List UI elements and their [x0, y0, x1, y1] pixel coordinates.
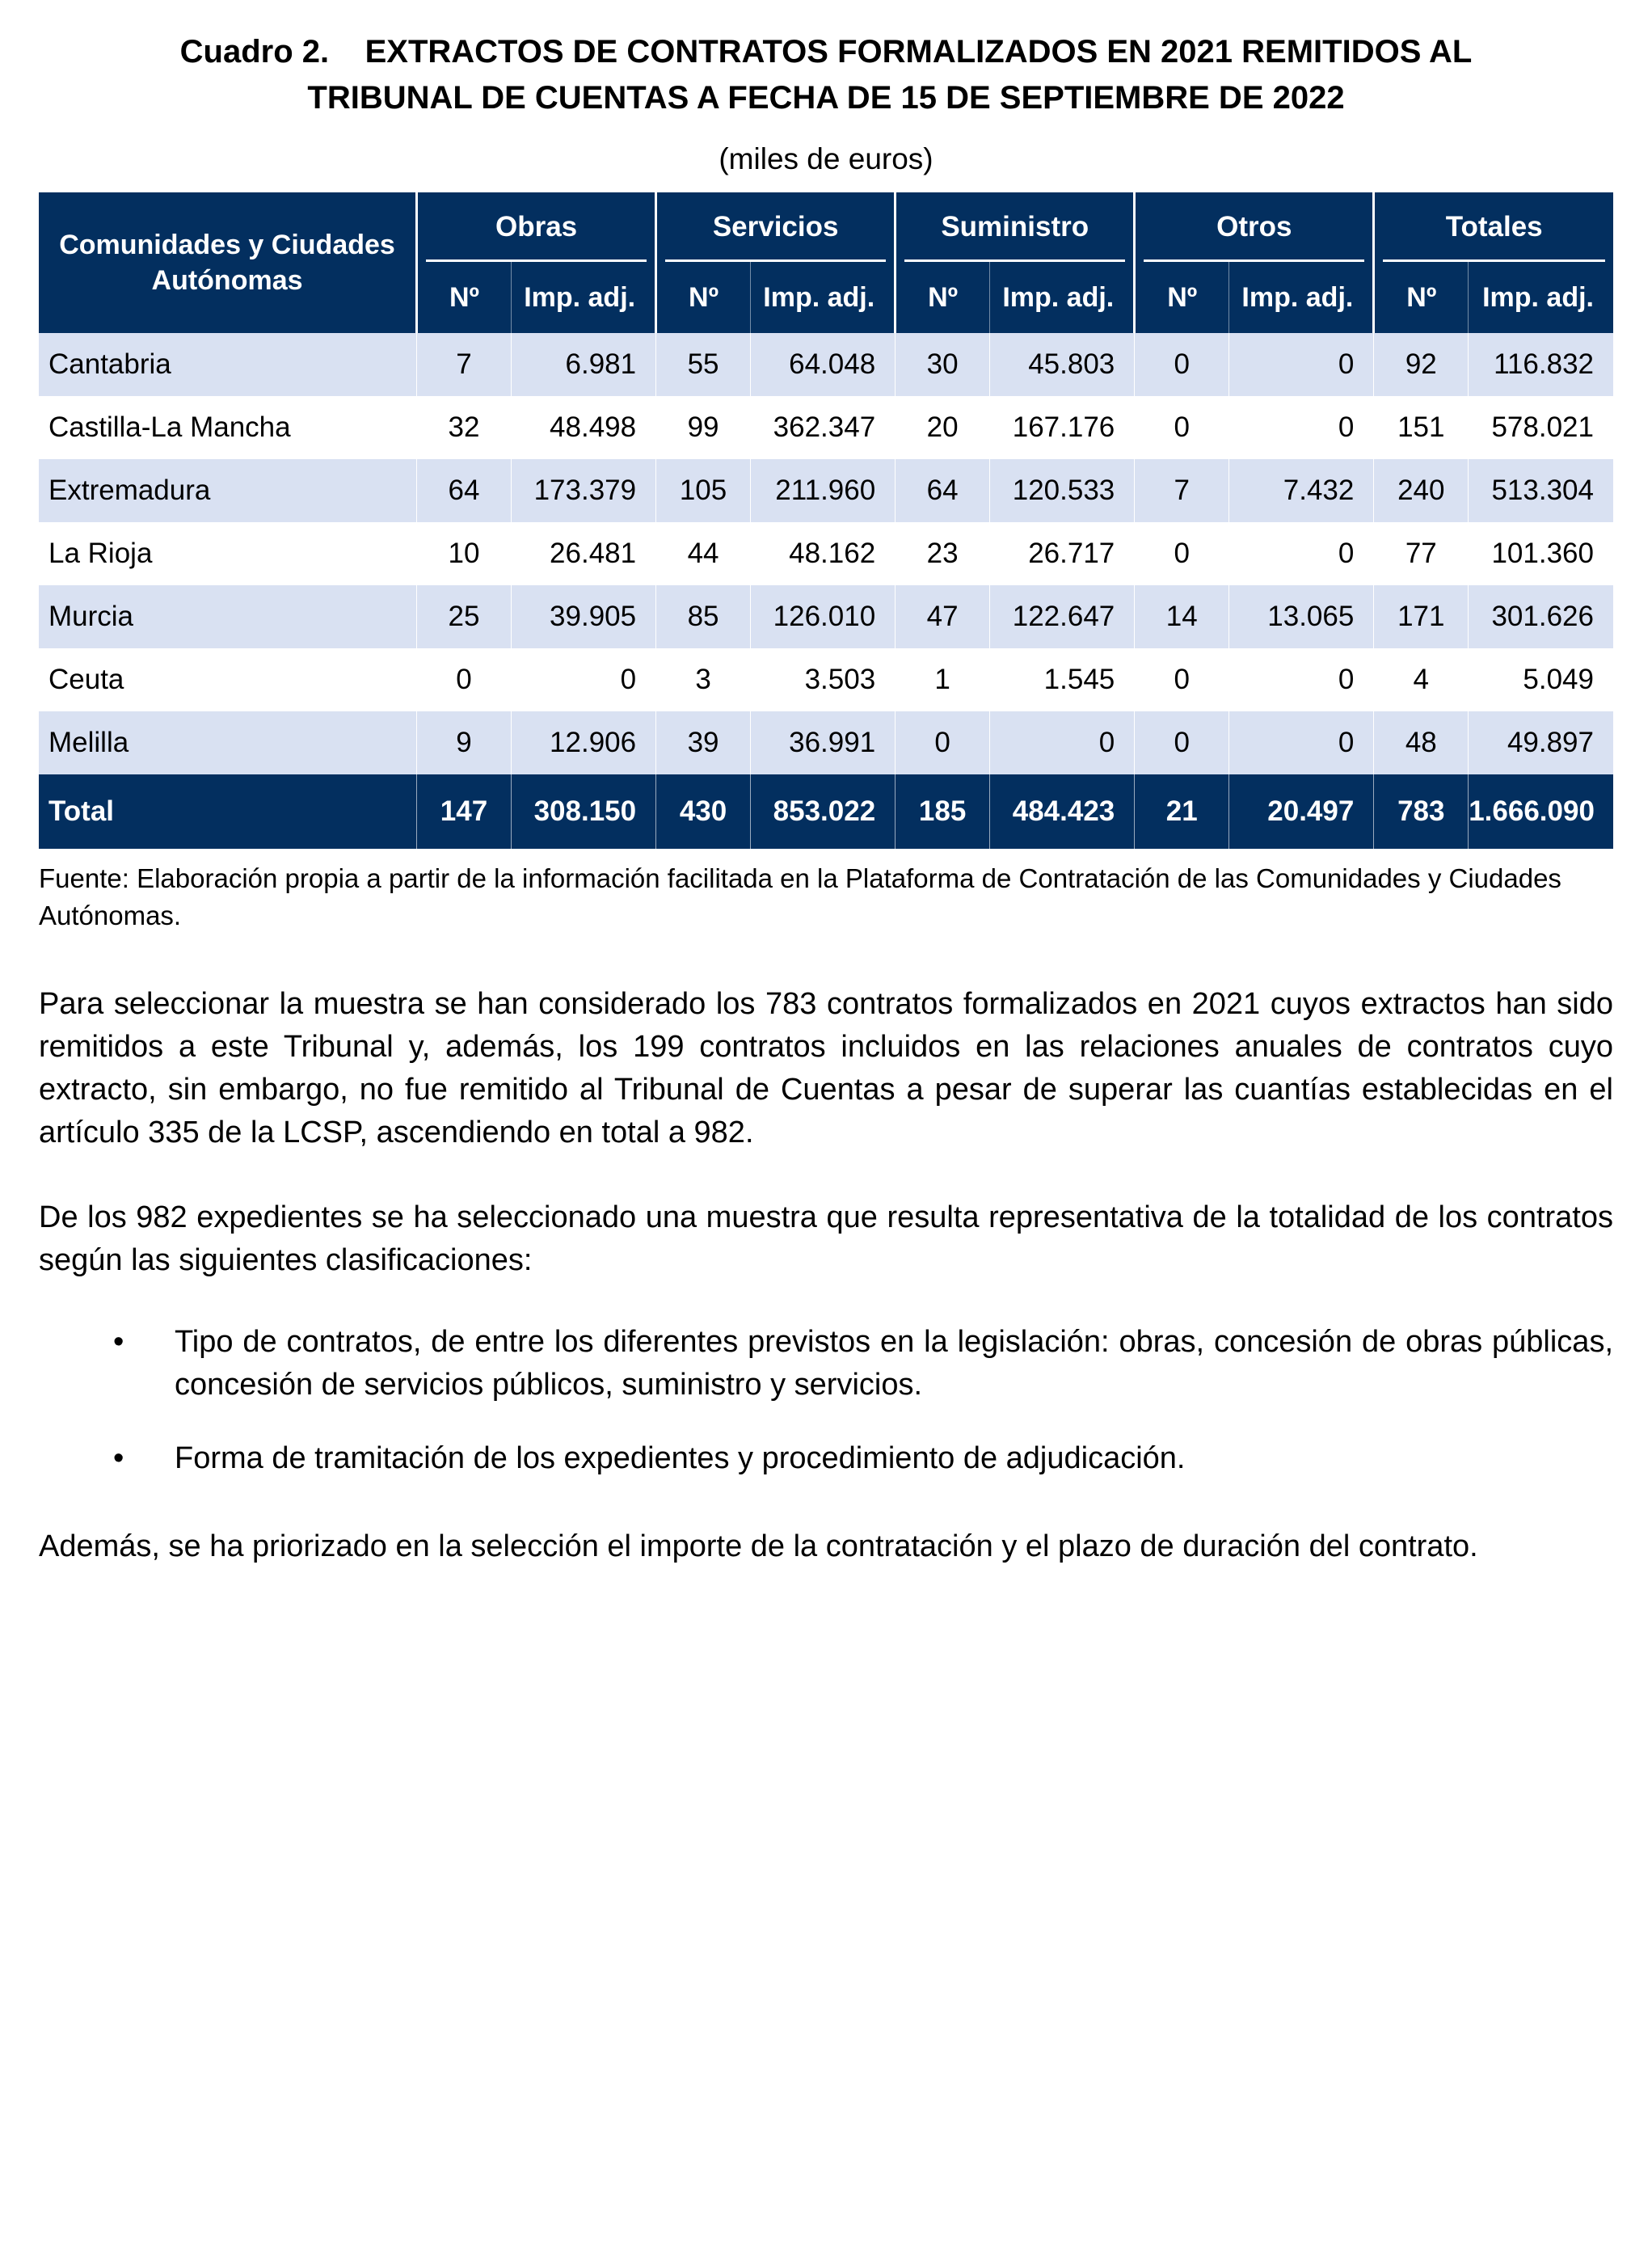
value-cell: 211.960 — [750, 459, 895, 522]
total-value-cell: 484.423 — [990, 774, 1135, 849]
list-item: • Tipo de contratos, de entre los diferentes previstos en la legislación: obras, concesión de obras públicas, concesión de servicios públicos, suministro y servicios. — [175, 1321, 1613, 1407]
total-row — [39, 774, 1613, 849]
row-name-cell: Ceuta — [48, 664, 124, 695]
sub-header-n: Nº — [1374, 262, 1469, 333]
corner-header-cell: Comunidades y Ciudades Autónomas — [39, 192, 417, 333]
value-cell: 151 — [1374, 396, 1469, 459]
value-cell: 0 — [896, 711, 990, 774]
row-name-cell: Cantabria — [48, 348, 171, 380]
row-name-cell: Murcia — [48, 601, 134, 632]
value-cell: 47 — [896, 585, 990, 648]
value-cell: 64 — [417, 459, 512, 522]
contracts-table — [39, 192, 1613, 849]
value-cell: 0 — [1135, 333, 1229, 396]
value-cell: 0 — [1229, 333, 1374, 396]
value-cell: 64 — [896, 459, 990, 522]
value-cell: 171 — [1374, 585, 1469, 648]
total-value-cell: 783 — [1374, 774, 1469, 849]
value-cell: 105 — [656, 459, 751, 522]
value-cell: 126.010 — [750, 585, 895, 648]
value-cell: 30 — [896, 333, 990, 396]
row-name-cell: Extremadura — [48, 475, 211, 506]
value-cell: 5.049 — [1469, 648, 1613, 711]
total-value-cell: 185 — [896, 774, 990, 849]
value-cell: 12.906 — [511, 711, 655, 774]
sub-header-imp: Imp. adj. — [990, 262, 1135, 333]
table-caption-line-1: Cuadro 2. EXTRACTOS DE CONTRATOS FORMALIZADOS EN 2021 REMITIDOS AL — [179, 34, 1473, 70]
value-cell: 10 — [417, 522, 512, 585]
value-cell: 20 — [896, 396, 990, 459]
table-body — [39, 333, 1613, 774]
value-cell: 99 — [656, 396, 751, 459]
value-cell: 13.065 — [1229, 585, 1374, 648]
value-cell: 120.533 — [990, 459, 1135, 522]
table-row — [39, 522, 1613, 585]
value-cell: 3.503 — [750, 648, 895, 711]
value-cell: 39 — [656, 711, 751, 774]
value-cell: 14 — [1135, 585, 1229, 648]
value-cell: 0 — [1135, 711, 1229, 774]
value-cell: 122.647 — [990, 585, 1135, 648]
value-cell: 48 — [1374, 711, 1469, 774]
table-row — [39, 333, 1613, 396]
paragraph-sample-selection: Para seleccionar la muestra se han considerado los 783 contratos formalizados en 2021 cuyos extractos han sido remitidos a este Tribunal y, además, los 199 contratos incluidos en las relaciones anuales de contratos cuyo extracto, sin embargo, no fue remitido al Tribunal de Cuentas a pesar de superar las cuantías establecidas en el artículo 335 de la LCSP, ascendiendo en total a 982. — [39, 987, 1613, 1149]
unit-note: (miles de euros) — [719, 142, 933, 175]
value-cell: 0 — [1135, 396, 1229, 459]
value-cell: 578.021 — [1469, 396, 1613, 459]
table-header — [39, 192, 1613, 333]
classification-list — [39, 1321, 1613, 1480]
value-cell: 45.803 — [990, 333, 1135, 396]
paragraph-closing: Además, se ha priorizado en la selección el importe de la contratación y el plazo de duración del contrato. — [39, 1529, 1478, 1563]
value-cell: 49.897 — [1469, 711, 1613, 774]
paragraph-classifications: De los 982 expedientes se ha seleccionado una muestra que resulta representativa de la totalidad de los contratos según las siguientes clasificaciones: — [39, 1200, 1613, 1277]
value-cell: 0 — [1229, 522, 1374, 585]
value-cell: 77 — [1374, 522, 1469, 585]
value-cell: 173.379 — [511, 459, 655, 522]
table-row — [39, 648, 1613, 711]
total-row-name-cell: Total — [39, 774, 417, 849]
value-cell: 101.360 — [1469, 522, 1613, 585]
source-note: Fuente: Elaboración propia a partir de la información facilitada en la Plataforma de Contratación de las Comunidades y Ciudades Autónomas. — [39, 863, 1561, 930]
value-cell: 116.832 — [1469, 333, 1613, 396]
value-cell: 7.432 — [1229, 459, 1374, 522]
table-caption-line-2: TRIBUNAL DE CUENTAS A FECHA DE 15 DE SEPTIEMBRE DE 2022 — [307, 80, 1345, 116]
group-header-totales: Totales — [1374, 192, 1613, 262]
value-cell: 301.626 — [1469, 585, 1613, 648]
value-cell: 6.981 — [511, 333, 655, 396]
group-header-otros: Otros — [1135, 192, 1374, 262]
value-cell: 25 — [417, 585, 512, 648]
value-cell: 39.905 — [511, 585, 655, 648]
value-cell: 362.347 — [750, 396, 895, 459]
group-header-suministro: Suministro — [896, 192, 1135, 262]
value-cell: 23 — [896, 522, 990, 585]
table-row — [39, 711, 1613, 774]
value-cell: 44 — [656, 522, 751, 585]
value-cell: 1 — [896, 648, 990, 711]
list-item: • Forma de tramitación de los expedientes y procedimiento de adjudicación. — [175, 1437, 1613, 1480]
sub-header-imp: Imp. adj. — [511, 262, 655, 333]
value-cell: 7 — [417, 333, 512, 396]
group-header-servicios: Servicios — [656, 192, 896, 262]
value-cell: 0 — [1229, 396, 1374, 459]
total-value-cell: 430 — [656, 774, 751, 849]
sub-header-n: Nº — [1135, 262, 1229, 333]
value-cell: 48.162 — [750, 522, 895, 585]
value-cell: 0 — [417, 648, 512, 711]
value-cell: 240 — [1374, 459, 1469, 522]
total-value-cell: 21 — [1135, 774, 1229, 849]
value-cell: 36.991 — [750, 711, 895, 774]
group-header-row — [39, 192, 1613, 262]
sub-header-n: Nº — [417, 262, 512, 333]
row-name-cell: Castilla-La Mancha — [48, 411, 291, 443]
group-header-obras: Obras — [417, 192, 656, 262]
sub-header-imp: Imp. adj. — [750, 262, 895, 333]
value-cell: 92 — [1374, 333, 1469, 396]
total-value-cell: 853.022 — [750, 774, 895, 849]
value-cell: 64.048 — [750, 333, 895, 396]
sub-header-n: Nº — [656, 262, 751, 333]
value-cell: 0 — [511, 648, 655, 711]
table-footer — [39, 774, 1613, 849]
value-cell: 26.717 — [990, 522, 1135, 585]
table-row — [39, 459, 1613, 522]
total-value-cell: 1.666.090 — [1469, 774, 1613, 849]
value-cell: 55 — [656, 333, 751, 396]
value-cell: 26.481 — [511, 522, 655, 585]
sub-header-imp: Imp. adj. — [1469, 262, 1613, 333]
value-cell: 0 — [1135, 522, 1229, 585]
table-caption — [39, 29, 1613, 121]
row-name-cell: Melilla — [48, 727, 129, 758]
value-cell: 513.304 — [1469, 459, 1613, 522]
value-cell: 48.498 — [511, 396, 655, 459]
value-cell: 85 — [656, 585, 751, 648]
value-cell: 7 — [1135, 459, 1229, 522]
value-cell: 0 — [990, 711, 1135, 774]
value-cell: 4 — [1374, 648, 1469, 711]
table-row — [39, 396, 1613, 459]
row-name-cell: La Rioja — [48, 538, 153, 569]
value-cell: 0 — [1229, 711, 1374, 774]
total-value-cell: 147 — [417, 774, 512, 849]
total-value-cell: 308.150 — [511, 774, 655, 849]
value-cell: 1.545 — [990, 648, 1135, 711]
value-cell: 167.176 — [990, 396, 1135, 459]
table-row — [39, 585, 1613, 648]
sub-header-imp: Imp. adj. — [1229, 262, 1374, 333]
value-cell: 32 — [417, 396, 512, 459]
total-value-cell: 20.497 — [1229, 774, 1374, 849]
value-cell: 0 — [1229, 648, 1374, 711]
value-cell: 9 — [417, 711, 512, 774]
sub-header-n: Nº — [896, 262, 990, 333]
value-cell: 0 — [1135, 648, 1229, 711]
value-cell: 3 — [656, 648, 751, 711]
